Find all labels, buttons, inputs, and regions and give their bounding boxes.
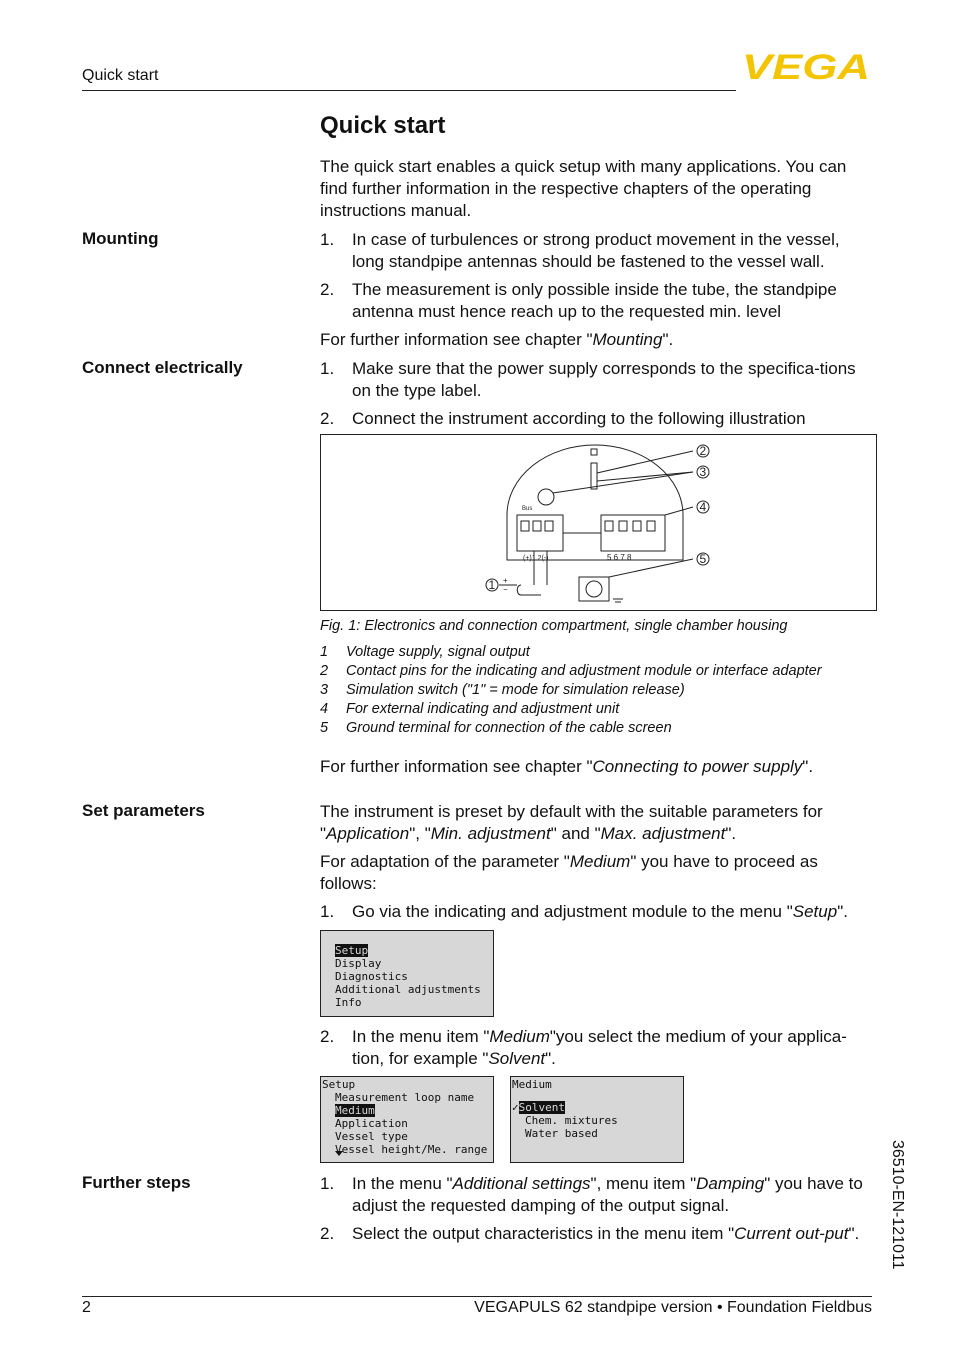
lcd-setup-menu — [320, 930, 494, 1017]
lcd-selected-item: Solvent — [518, 1101, 565, 1114]
page-title: Quick start — [320, 112, 446, 139]
header-rule — [82, 90, 736, 91]
connect-further: For further information see chapter "Connecting to power supply". — [320, 757, 814, 776]
lcd-item: Measurement loop name — [335, 1091, 475, 1104]
vega-logo — [742, 52, 872, 82]
terminal-block-left — [517, 515, 563, 551]
contact-pins — [591, 463, 597, 489]
list-item: 1. Go via the indicating and adjustment module to the menu "Setup". — [320, 902, 848, 921]
list-item: 2. In the menu item "Medium"you select the medium of your applica-tion, for example "Solvent". — [320, 1027, 847, 1068]
lcd-item: Vessel type — [335, 1130, 408, 1143]
svg-text:VEGA: VEGA — [742, 52, 870, 82]
terminal-label-right: 5 6 7 8 — [607, 553, 632, 562]
footer-rule — [82, 1296, 872, 1297]
chapter-ref[interactable]: Connecting to power supply — [592, 757, 803, 776]
lcd-medium-menu — [320, 1076, 494, 1163]
plus-sign: + — [503, 576, 508, 585]
wiring-diagram — [321, 435, 876, 610]
callout-5: 5 — [699, 552, 707, 566]
minus-sign: − — [503, 585, 508, 594]
lcd-title: Setup — [322, 1078, 356, 1091]
page-number: 2 — [82, 1299, 91, 1316]
lcd-solvent-menu — [510, 1076, 684, 1163]
lcd-item: Diagnostics — [335, 970, 408, 983]
mounting-further: For further information see chapter "Mounting". — [320, 330, 674, 349]
lcd-item: Chem. mixtures — [525, 1114, 618, 1127]
header-section: Quick start — [82, 67, 159, 84]
bus-label: Bus — [522, 506, 533, 512]
callout-3: 3 — [699, 465, 707, 479]
figure-caption: Fig. 1: Electronics and connection compartment, single chamber housing — [320, 618, 788, 634]
intro-text: The quick start enables a quick setup with many applications. You can find further information in the respective chapters of the operating instructions manual. — [320, 157, 847, 220]
list-item: 1. Make sure that the power supply corresponds to the specifica-tions on the type label. — [320, 359, 856, 400]
document-code: 36510-EN-121011 — [889, 1140, 906, 1270]
list-item: 2. Connect the instrument according to the following illustration — [320, 409, 806, 428]
lcd-selected-item: Medium — [335, 1104, 375, 1117]
terminal-label-left: (+)1 2(-) — [523, 555, 549, 562]
footer-title: VEGAPULS 62 standpipe version • Foundation Fieldbus — [474, 1299, 872, 1316]
params-text-2: For adaptation of the parameter "Medium" you have to proceed as follows: — [320, 852, 818, 893]
housing-outline — [507, 445, 683, 560]
callout-2: 2 — [699, 444, 707, 458]
lcd-title: Medium — [512, 1078, 552, 1091]
list-item: 2. Select the output characteristics in the menu item "Current out-put". — [320, 1224, 860, 1243]
lcd-item: Display — [335, 957, 382, 970]
callout-1: 1 — [488, 578, 496, 592]
simulation-switch — [538, 489, 554, 505]
connect-heading: Connect electrically — [82, 358, 243, 377]
chapter-ref[interactable]: Mounting — [592, 330, 663, 349]
params-heading: Set parameters — [82, 801, 205, 820]
wiring-figure — [320, 434, 877, 611]
scroll-down-icon — [335, 1151, 343, 1156]
lcd-item: Application — [335, 1117, 408, 1130]
lcd-item: Additional adjustments — [335, 983, 481, 996]
terminal-block-right — [601, 515, 665, 551]
list-item: 1. In case of turbulences or strong product movement in the vessel, long standpipe antennas should be fastened to the vessel wall. — [320, 230, 840, 271]
lcd-item: Vessel height/Me. range — [335, 1143, 488, 1156]
check-icon: ✓ — [512, 1101, 519, 1114]
list-item: 1. In the menu "Additional settings", menu item "Damping" you have to adjust the requested damping of the output signal. — [320, 1174, 863, 1215]
list-item: 2. The measurement is only possible inside the tube, the standpipe antenna must hence reach up to the requested min. level — [320, 280, 837, 321]
further-heading: Further steps — [82, 1173, 191, 1192]
lcd-selected-item: Setup — [335, 944, 369, 957]
params-text-1: The instrument is preset by default with the suitable parameters for "Application", "Min. adjustment" and "Max. adjustment". — [320, 802, 823, 843]
lcd-item: Info — [335, 996, 362, 1009]
mounting-heading: Mounting — [82, 229, 159, 248]
lcd-item: Water based — [525, 1127, 598, 1140]
callout-4: 4 — [699, 500, 707, 514]
